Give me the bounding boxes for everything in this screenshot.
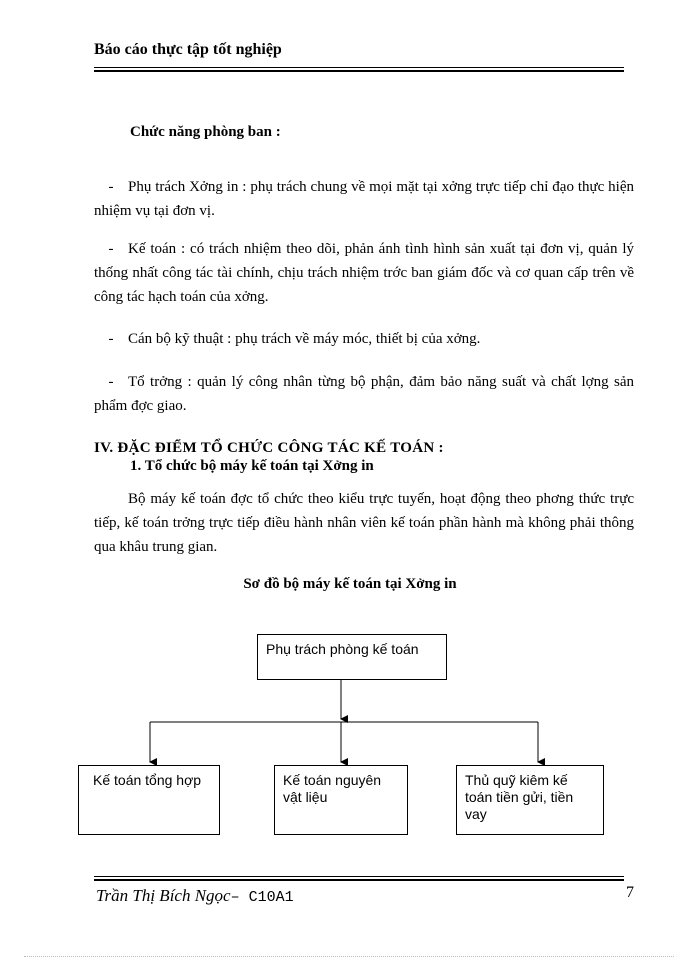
running-header-title: Báo cáo thực tập tốt nghiệp	[94, 41, 282, 58]
class-code: – C10A1	[230, 889, 294, 906]
page-bottom-border	[24, 956, 674, 957]
section-iv-heading: IV. ĐẶC ĐIỂM TỔ CHỨC CÔNG TÁC KẾ TOÁN :	[94, 440, 444, 456]
page-number: 7	[626, 884, 634, 901]
section-heading-functions: Chức năng phòng ban :	[130, 124, 281, 140]
subsection-1-heading: 1. Tổ chức bộ máy kế toán tại Xởng in	[130, 458, 374, 474]
footer-rule-bottom	[94, 879, 624, 881]
bullet-text: Phụ trách Xởng in : phụ trách chung về mọi mặt tại xởng trực tiếp chỉ đạo thực hiện nhiệm vụ tại đơn vị.	[94, 179, 634, 219]
bullet-text: Cán bộ kỹ thuật : phụ trách về máy móc, thiết bị của xởng.	[128, 331, 481, 347]
body-paragraph: Bộ máy kế toán đợc tổ chức theo kiểu trực tuyến, hoạt động theo phơng thức trực tiếp, kế toán trởng trực tiếp điều hành nhân viên kế toán phần hành mà không phải thông qua khâu trung gian.	[94, 491, 634, 555]
bullet-dash: -	[108, 331, 114, 347]
org-box-general-accounting: Kế toán tổng hợp	[78, 765, 220, 835]
footer-rule-top	[94, 876, 624, 877]
bullet-dash: -	[108, 179, 114, 195]
diagram-title: Sơ đồ bộ máy kế toán tại Xởng in	[243, 576, 457, 592]
org-box-root: Phụ trách phòng kế toán	[257, 634, 447, 680]
bullet-dash: -	[108, 374, 114, 390]
bullet-text: Kế toán : có trách nhiệm theo dõi, phản ánh tình hình sản xuất tại đơn vị, quản lý thống nhất công tác tài chính, chịu trách nhiệm trớc ban giám đốc và cơ quan cấp trên về công tác hạch toán của xởng.	[94, 241, 634, 305]
author-name: Trần Thị Bích Ngọc	[96, 886, 231, 905]
footer-author	[96, 886, 294, 906]
bullet-text: Tổ trởng : quản lý công nhân từng bộ phận, đảm bảo năng suất và chất lợng sản phẩm đợc giao.	[94, 374, 634, 414]
bullet-dash: -	[108, 241, 114, 257]
org-box-materials-accounting: Kế toán nguyên vật liệu	[274, 765, 408, 835]
org-box-treasurer: Thủ quỹ kiêm kế toán tiền gửi, tiền vay	[456, 765, 604, 835]
